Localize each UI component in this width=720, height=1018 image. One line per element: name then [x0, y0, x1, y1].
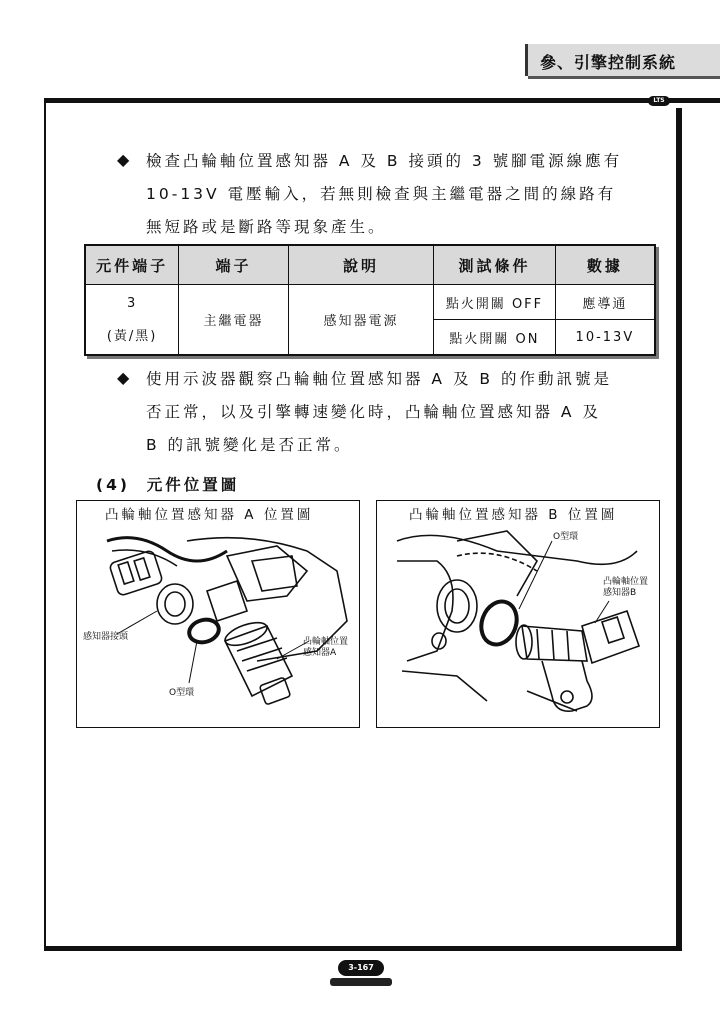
table-header-cell: 說明: [288, 245, 433, 285]
paragraph2-line1: 使用示波器觀察凸輪軸位置感知器 A 及 B 的作動訊號是: [146, 370, 612, 388]
label-sensor-b-line2: 感知器B: [603, 588, 637, 598]
paragraph2-line2: 否正常，以及引擎轉速變化時，凸輪軸位置感知器 A 及: [146, 403, 601, 421]
section-heading: (4) 元件位置圖: [96, 476, 240, 494]
paragraph2-line3: B 的訊號變化是否正常。: [146, 436, 353, 454]
publisher-logo: LTS: [648, 96, 670, 106]
paragraph1-line3: 無短路或是斷路等現象產生。: [146, 218, 387, 236]
page-number: 3-167: [338, 960, 384, 976]
value-cell: 10-13V: [555, 320, 655, 356]
label-o-ring: O型環: [169, 688, 195, 698]
table-header-cell: 元件端子: [85, 245, 179, 285]
bullet-icon: ◆: [117, 150, 130, 169]
table-header-cell: 測試條件: [434, 245, 556, 285]
table-header-cell: 端子: [179, 245, 289, 285]
condition-cell: 點火開關 ON: [434, 320, 556, 356]
terminal-number: 3: [126, 295, 138, 311]
label-o-ring: O型環: [553, 532, 579, 542]
connection-cell: 主繼電器: [179, 285, 289, 356]
sensor-a-illustration: [77, 501, 359, 727]
bottom-border: [44, 946, 682, 951]
label-sensor-a-line1: 凸輪軸位置: [303, 637, 349, 647]
value-cell: 應導通: [555, 285, 655, 320]
figure-sensor-b: [376, 500, 660, 728]
figure-b-title: 凸輪軸位置感知器 B 位置圖: [409, 507, 618, 523]
right-border: [676, 108, 682, 950]
figure-sensor-a: [76, 500, 360, 728]
label-sensor-a-line2: 感知器A: [303, 648, 337, 658]
publisher-footer-logo: [330, 978, 392, 986]
description-cell: 感知器電源: [288, 285, 433, 356]
bullet-icon: ◆: [117, 368, 130, 387]
terminal-wire-color: (黃/黑): [106, 328, 158, 344]
sensor-b-illustration: [377, 501, 659, 727]
figure-a-title: 凸輪軸位置感知器 A 位置圖: [105, 507, 314, 523]
table-row: [85, 285, 655, 320]
left-border: [44, 100, 46, 950]
table-header-row: [85, 245, 655, 285]
table-header-cell: 數據: [555, 245, 655, 285]
condition-cell: 點火開關 OFF: [434, 285, 556, 320]
paragraph1-line2: 10-13V 電壓輸入，若無則檢查與主繼電器之間的線路有: [146, 185, 617, 203]
terminal-cell: [85, 285, 179, 356]
spec-table: [84, 244, 656, 356]
header-rule: [44, 98, 720, 103]
label-sensor-b-line1: 凸輪軸位置: [603, 577, 649, 587]
paragraph1-line1: 檢查凸輪軸位置感知器 A 及 B 接頭的 3 號腳電源線應有: [146, 152, 623, 170]
chapter-title: 參、引擎控制系統: [540, 53, 677, 72]
label-sensor-connector: 感知器接頭: [83, 632, 129, 642]
